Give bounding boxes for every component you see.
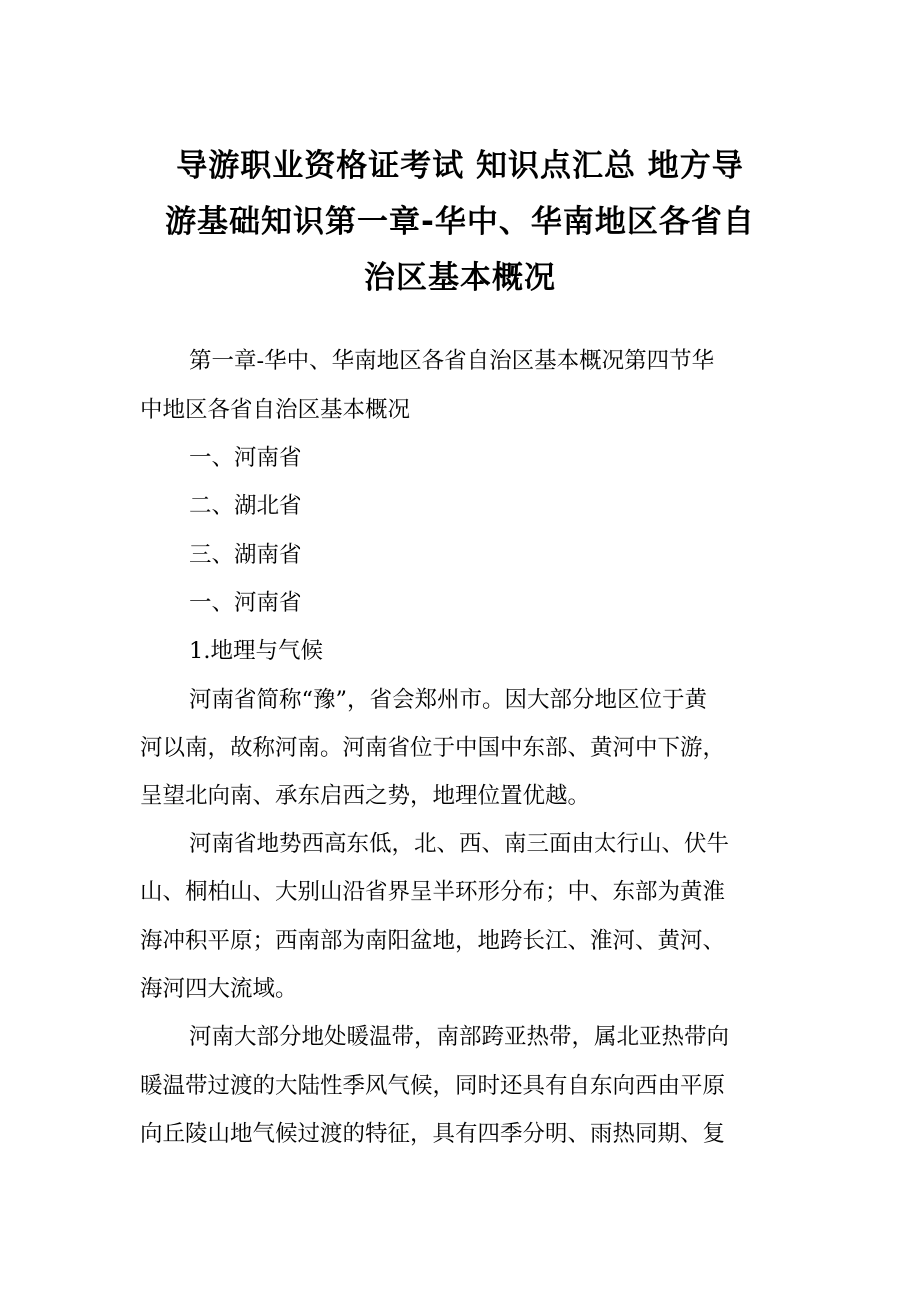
paragraph-line: 中地区各省自治区基本概况 (140, 397, 411, 423)
paragraph-line: 河南大部分地处暖温带，南部跨亚热带，属北亚热带向 (189, 1024, 730, 1050)
paragraph-line: 河以南，故称河南。河南省位于中国中东部、黄河中下游， (140, 735, 726, 761)
paragraph-line: 第一章-华中、华南地区各省自治区基本概况第四节华 (189, 348, 715, 374)
list-item: 二、湖北省 (189, 493, 302, 519)
paragraph-line: 海河四大流域。 (140, 976, 298, 1002)
list-item: 三、湖南省 (189, 542, 302, 568)
list-item: 一、河南省 (189, 445, 302, 471)
title-line-2: 游基础知识第一章-华中、华南地区各省自 (165, 204, 755, 240)
paragraph-line: 山、桐柏山、大别山沿省界呈半环形分布；中、东部为黄淮 (140, 879, 726, 905)
title-line-1: 导游职业资格证考试 知识点汇总 地方导 (176, 148, 744, 184)
paragraph-line: 向丘陵山地气候过渡的特征，具有四季分明、雨热同期、复 (140, 1121, 726, 1147)
section-heading: 一、河南省 (189, 590, 302, 616)
document-title (120, 138, 800, 306)
paragraph-line: 河南省地势西高东低，北、西、南三面由太行山、伏牛 (189, 831, 730, 857)
subsection-heading: 1.地理与气候 (189, 638, 323, 664)
paragraph-line: 海冲积平原；西南部为南阳盆地，地跨长江、淮河、黄河、 (140, 928, 726, 954)
paragraph-line: 暖温带过渡的大陆性季风气候，同时还具有自东向西由平原 (140, 1073, 726, 1099)
title-line-3: 治区基本概况 (364, 260, 556, 296)
paragraph-line: 呈望北向南、承东启西之势，地理位置优越。 (140, 783, 591, 809)
paragraph-line: 河南省简称“豫”，省会郑州市。因大部分地区位于黄 (189, 687, 708, 713)
